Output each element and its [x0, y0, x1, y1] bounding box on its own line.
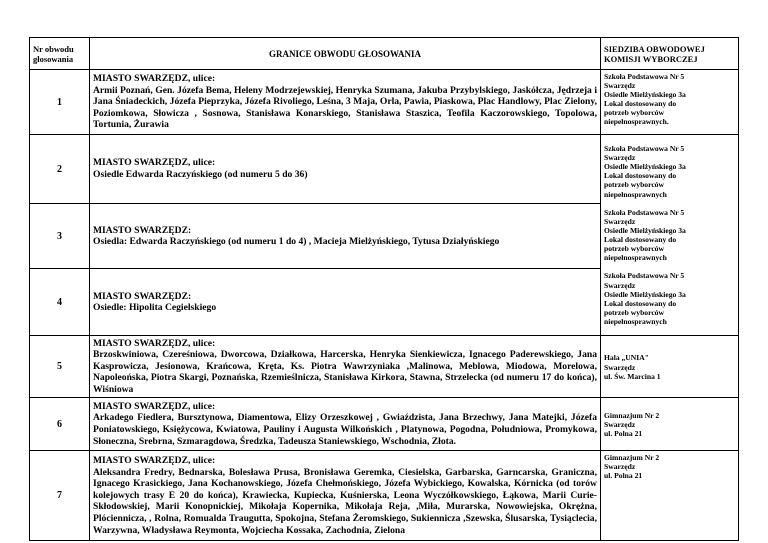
- commission-seat: Gimnazjum Nr 2 Swarzędz ul. Polna 21: [601, 398, 739, 451]
- table-row: [30, 70, 739, 135]
- district-number: 5: [30, 336, 90, 398]
- table-row: [30, 135, 739, 204]
- commission-seat: Szkoła Podstawowa Nr 5 Swarzędz Osiedle Mielżyńskiego 3a Lokal dostosowany do potrzeb wyborców niepełnosprawnych.: [601, 70, 739, 135]
- header-commission-seat: SIEDZIBA OBWODOWEJ KOMISJI WYBORCZEJ: [601, 38, 739, 70]
- district-number: 6: [30, 398, 90, 451]
- district-boundaries: MIASTO SWARZĘDZ, ulice: Armii Poznań, Gen. Józefa Bema, Heleny Modrzejewskiej, Henryka Szumana, Jakuba Przybylskiego, Jaskółcza, Jędrzeja i Jana Śniadeckich, Józefa Pieprzyka, Józefa Rivoliego, Leśna, 3 Maja, Orla, Pawia, Piaskowa, Plac Handlowy, Plac Zielony, Poziomkowa, Słowicza , Sosnowa, Stanisława Konarskiego, Stanisława Staszica, Teofila Kaczorowskiego, Topolowa, Tortunia, Żurawia: [90, 70, 601, 135]
- district-boundaries: MIASTO SWARZĘDZ, ulice: Aleksandra Fredry, Bednarska, Bolesława Prusa, Bronisława Geremka, Ciesielska, Garbarska, Garncarska, Graniczna, Ignacego Krasickiego, Jana Kochanowskiego, Józefa Chełmońskiego, Józefa Wybickiego, Kowalska, Kórnicka (od torów kolejowych trasy E 20 do końca), Krawiecka, Kupiecka, Kuśnierska, Leona Wyczółkowskiego, Łąkowa, Marii Curie-Skłodowskiej, Marii Konopnickiej, Mikołaja Kopernika, Mikołaja Reja, ,Miła, Murarska, Nowowiejska, Okrężna, Plóciennicza, , Rolna, Romualda Traugutta, Spokojna, Stefana Żeromskiego, Sukiennicza ,Szewska, Ślusarska, Tysiąclecia, Warzywna, Władysława Reymonta, Wojciecha Kossaka, Zachodnia, Zielona: [90, 451, 601, 541]
- district-boundaries: MIASTO SWARZĘDZ, ulice: Arkadego Fiedlera, Bursztynowa, Diamentowa, Elizy Orzeszkowej , Gwiaździsta, Jana Brzechwy, Jana Matejki, Józefa Poniatowskiego, Księżycowa, Kwiatowa, Pauliny i Augusta Wilkońskich , Platynowa, Pogodna, Południowa, Promykowa, Słoneczna, Srebrna, Szmaragdowa, Średzka, Tadeusza Staniewskiego, Wschodnia, Złota.: [90, 398, 601, 451]
- district-number: 7: [30, 451, 90, 541]
- district-number: 1: [30, 70, 90, 135]
- district-boundaries: MIASTO SWARZĘDZ: Osiedle: Hipolita Cegielskiego: [90, 269, 601, 336]
- commission-seat: Gimnazjum Nr 2 Swarzędz ul. Polna 21: [601, 451, 739, 541]
- table-row: [30, 398, 739, 451]
- table-header-row: [30, 38, 739, 70]
- table-row: [30, 451, 739, 541]
- header-district-number: Nr obwodu głosowania: [30, 38, 90, 70]
- district-number: 3: [30, 204, 90, 269]
- commission-seat: Szkoła Podstawowa Nr 5 Swarzędz Osiedle Mielżyńskiego 3a Lokal dostosowany do potrzeb wyborców niepełnosprawnych: [604, 207, 686, 263]
- commission-seat: Szkoła Podstawowa Nr 5 Swarzędz Osiedle Mielżyńskiego 3a Lokal dostosowany do potrzeb wyborców niepełnosprawnych: [604, 144, 686, 199]
- district-boundaries: MIASTO SWARZĘDZ, ulice: Osiedle Edwarda Raczyńskiego (od numeru 5 do 36): [90, 135, 601, 204]
- district-number: 4: [30, 269, 90, 336]
- district-number: 2: [30, 135, 90, 204]
- table-row: [30, 336, 739, 398]
- district-boundaries: MIASTO SWARZĘDZ: Osiedla: Edwarda Raczyńskiego (od numeru 1 do 4) , Macieja Mielżyńskiego, Tytusa Działyńskiego: [90, 204, 601, 269]
- header-district-boundaries: GRANICE OBWODU GŁOSOWANIA: [90, 38, 601, 70]
- commission-seat: Szkoła Podstawowa Nr 5 Swarzędz Osiedle Mielżyńskiego 3a Lokal dostosowany do potrzeb wyborców niepełnosprawnych: [604, 271, 686, 326]
- polling-districts-table: [29, 37, 739, 541]
- district-boundaries: MIASTO SWARZĘDZ, ulice: Brzoskwiniowa, Czereśniowa, Dworcowa, Działkowa, Harcerska, Henryka Sienkiewicza, Ignacego Paderewskiego, Jana Kasprowicza, Jesionowa, Krańcowa, Kręta, Ks. Piotra Wawrzyniaka ,Malinowa, Meblowa, Miodowa, Morelowa, Napoleońska, Piotra Skargi, Poznańska, Rzemieślnicza, Stanisława Kirkora, Stawna, Strzelecka (od numeru 17 do końca), Wiśniowa: [90, 336, 601, 398]
- commission-seat: Hala „UNIA" Swarzędz ul. Św. Marcina 1: [601, 336, 739, 398]
- commission-seat-group: [601, 135, 739, 336]
